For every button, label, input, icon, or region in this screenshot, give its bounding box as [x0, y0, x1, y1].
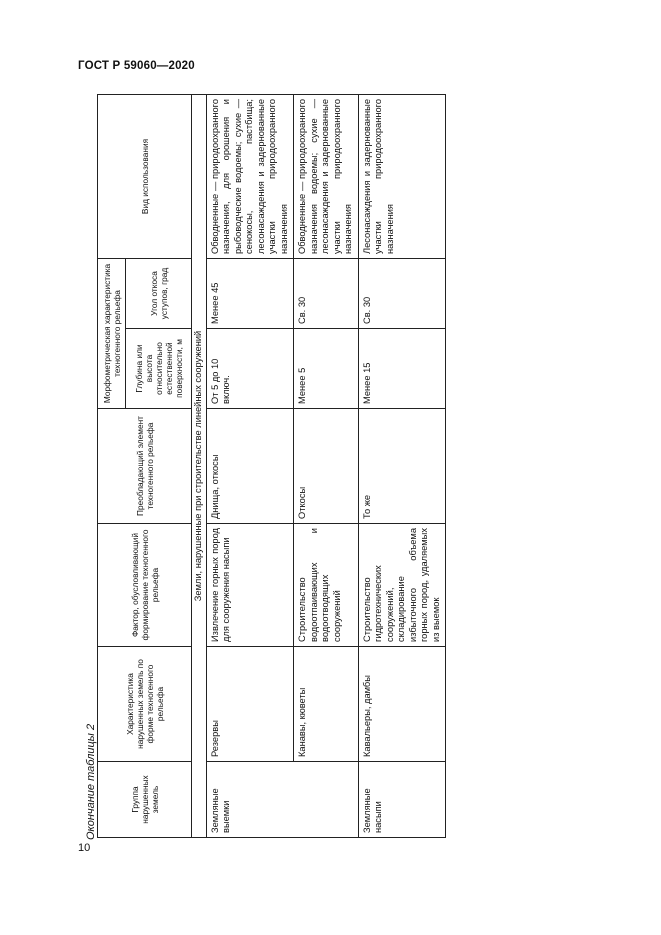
cell-usage: Обводненные — природоохранного назначения, для орошения и рыбоводческие водоемы; сухие — сенокосы, пастбища; лесонасаждения и задернованные участки природоохранного назначения	[206, 95, 294, 259]
cell-usage: Обводненные — природоохранного назначения водоемы; сухие — лесонасаждения и задернованные участки природоохранного назначения	[294, 95, 359, 259]
header-factor: Фактор, обусловливающий формирование техногенного рельефа	[98, 524, 192, 647]
cell-group: Земляные насыпи	[358, 762, 446, 838]
table-row	[206, 95, 294, 838]
cell-element: Откосы	[294, 409, 359, 524]
cell-group-empty	[294, 762, 359, 838]
table-row	[294, 95, 359, 838]
rotated-table-wrapper	[97, 95, 441, 838]
cell-depth: Менее 15	[358, 329, 446, 409]
header-characteristic: Характеристика нарушенных земель по форме техногенного рельефа	[98, 647, 192, 762]
table-caption: Окончание таблицы 2	[85, 723, 97, 840]
cell-characteristic: Резервы	[206, 647, 294, 762]
cell-factor: Строительство гидротехнических сооружений, складирование избыточного объема горных пород, удаляемых из выемок	[358, 524, 446, 647]
cell-depth: Менее 5	[294, 329, 359, 409]
table-row	[358, 95, 446, 838]
cell-characteristic: Канавы, кюветы	[294, 647, 359, 762]
table-header-row	[98, 95, 126, 838]
header-morpho: Морфометрическая характеристика техногенного рельефа	[98, 259, 126, 409]
header-angle: Угол откоса уступов, град	[126, 259, 192, 329]
page-number: 10	[78, 842, 91, 854]
cell-factor: Строительство водоотпаивающих и водоотводящих сооружений	[294, 524, 359, 647]
cell-factor: Извлечение горных пород для сооружения насыпи	[206, 524, 294, 647]
document-header: ГОСТ Р 59060—2020	[78, 60, 195, 72]
header-group: Группа нарушенных земель	[98, 762, 192, 838]
cell-angle: Св. 30	[294, 259, 359, 329]
header-depth: Глубина или высота относительно естественной поверхности, м	[126, 329, 192, 409]
section-title: Земли, нарушенные при строительстве линейных сооружений	[192, 95, 207, 838]
land-disturbance-table	[97, 94, 446, 838]
cell-angle: Св. 30	[358, 259, 446, 329]
cell-group: Земляные выемки	[206, 762, 294, 838]
header-usage: Вид использования	[98, 95, 192, 259]
cell-usage: Лесонасаждения и задернованные участки природоохранного назначения	[358, 95, 446, 259]
cell-element: Днища, откосы	[206, 409, 294, 524]
cell-angle: Менее 45	[206, 259, 294, 329]
cell-characteristic: Кавальеры, дамбы	[358, 647, 446, 762]
cell-element: То же	[358, 409, 446, 524]
cell-depth: От 5 до 10 включ.	[206, 329, 294, 409]
section-row	[192, 95, 207, 838]
header-element: Преобладающий элемент техногенного рельефа	[98, 409, 192, 524]
